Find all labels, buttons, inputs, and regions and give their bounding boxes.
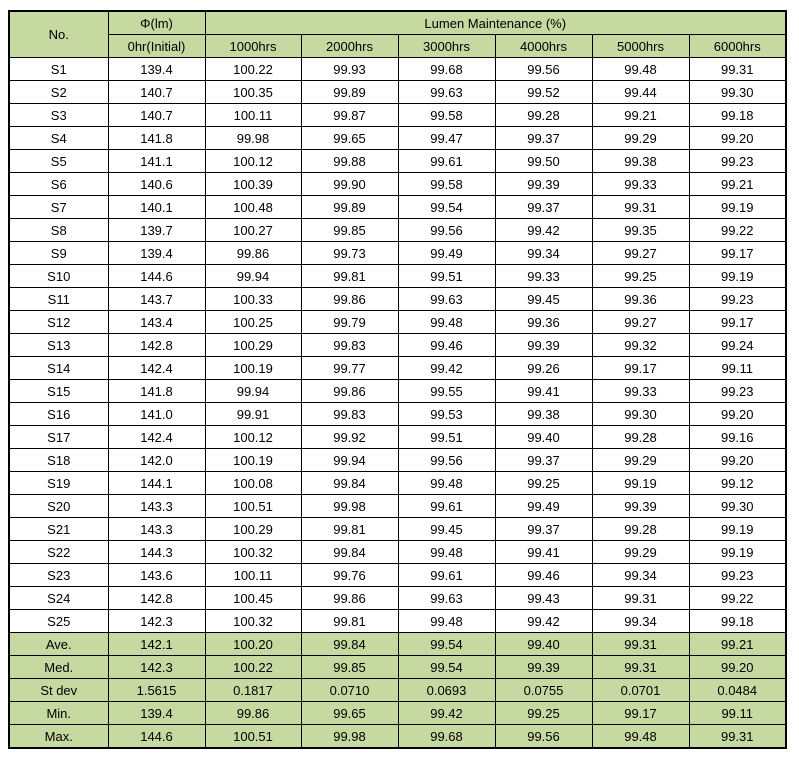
initial-flux-cell: 139.4 <box>108 702 205 725</box>
lm-3000hrs-cell: 99.63 <box>398 81 495 104</box>
lm-6000hrs-cell: 99.20 <box>689 403 786 426</box>
table-row <box>9 564 786 587</box>
initial-flux-cell: 141.8 <box>108 127 205 150</box>
sample-id-cell: S17 <box>9 426 108 449</box>
initial-flux-cell: 141.8 <box>108 380 205 403</box>
lm-2000hrs-cell: 99.90 <box>301 173 398 196</box>
stat-label-cell: St dev <box>9 679 108 702</box>
lm-2000hrs-cell: 99.87 <box>301 104 398 127</box>
lm-4000hrs-cell: 99.50 <box>495 150 592 173</box>
lm-5000hrs-cell: 99.44 <box>592 81 689 104</box>
lm-1000hrs-cell: 100.08 <box>205 472 301 495</box>
lm-2000hrs-cell: 99.98 <box>301 725 398 749</box>
lm-1000hrs-cell: 99.91 <box>205 403 301 426</box>
lm-4000hrs-cell: 99.33 <box>495 265 592 288</box>
lm-3000hrs-cell: 99.63 <box>398 587 495 610</box>
initial-flux-cell: 140.6 <box>108 173 205 196</box>
initial-flux-cell: 142.8 <box>108 334 205 357</box>
lm-1000hrs-cell: 100.12 <box>205 426 301 449</box>
table-row <box>9 127 786 150</box>
lm-6000hrs-cell: 99.22 <box>689 587 786 610</box>
lm-2000hrs-cell: 99.65 <box>301 702 398 725</box>
lm-4000hrs-cell: 99.28 <box>495 104 592 127</box>
lm-2000hrs-cell: 99.81 <box>301 610 398 633</box>
lm-6000hrs-cell: 99.20 <box>689 127 786 150</box>
sample-id-cell: S20 <box>9 495 108 518</box>
initial-flux-cell: 143.4 <box>108 311 205 334</box>
lm-3000hrs-cell: 99.53 <box>398 403 495 426</box>
lm-6000hrs-cell: 99.30 <box>689 81 786 104</box>
table-row <box>9 518 786 541</box>
lm-6000hrs-cell: 99.11 <box>689 357 786 380</box>
lm-5000hrs-cell: 99.39 <box>592 495 689 518</box>
lm-3000hrs-cell: 99.58 <box>398 104 495 127</box>
lm-6000hrs-cell: 0.0484 <box>689 679 786 702</box>
lm-5000hrs-cell: 99.29 <box>592 541 689 564</box>
lm-2000hrs-cell: 99.86 <box>301 380 398 403</box>
lm-2000hrs-cell: 99.83 <box>301 403 398 426</box>
lm-3000hrs-cell: 99.56 <box>398 219 495 242</box>
lm-6000hrs-cell: 99.21 <box>689 633 786 656</box>
lm-1000hrs-cell: 100.29 <box>205 518 301 541</box>
lm-1000hrs-cell: 0.1817 <box>205 679 301 702</box>
lm-6000hrs-cell: 99.31 <box>689 725 786 749</box>
sample-id-cell: S18 <box>9 449 108 472</box>
table-row <box>9 495 786 518</box>
stat-label-cell: Med. <box>9 656 108 679</box>
lm-4000hrs-cell: 99.43 <box>495 587 592 610</box>
lm-3000hrs-cell: 99.68 <box>398 725 495 749</box>
sample-id-cell: S8 <box>9 219 108 242</box>
lm-1000hrs-cell: 100.51 <box>205 495 301 518</box>
lm-5000hrs-cell: 99.29 <box>592 127 689 150</box>
lm-5000hrs-cell: 99.48 <box>592 58 689 81</box>
lm-3000hrs-cell: 99.54 <box>398 196 495 219</box>
lm-2000hrs-cell: 99.76 <box>301 564 398 587</box>
stat-row <box>9 725 786 749</box>
lm-4000hrs-cell: 99.40 <box>495 426 592 449</box>
lm-4000hrs-cell: 99.37 <box>495 196 592 219</box>
lm-3000hrs-cell: 99.54 <box>398 656 495 679</box>
initial-flux-cell: 139.4 <box>108 242 205 265</box>
lm-3000hrs-cell: 99.51 <box>398 426 495 449</box>
stat-label-cell: Ave. <box>9 633 108 656</box>
initial-flux-cell: 142.4 <box>108 357 205 380</box>
lm-5000hrs-cell: 99.29 <box>592 449 689 472</box>
sample-id-cell: S14 <box>9 357 108 380</box>
lm-6000hrs-cell: 99.23 <box>689 564 786 587</box>
lm-2000hrs-cell: 99.77 <box>301 357 398 380</box>
header-col-0hr: 0hr(Initial) <box>108 35 205 58</box>
table-row <box>9 104 786 127</box>
lm-6000hrs-cell: 99.23 <box>689 150 786 173</box>
lm-6000hrs-cell: 99.19 <box>689 541 786 564</box>
table-row <box>9 81 786 104</box>
lm-1000hrs-cell: 99.98 <box>205 127 301 150</box>
lm-6000hrs-cell: 99.17 <box>689 242 786 265</box>
lm-4000hrs-cell: 99.41 <box>495 541 592 564</box>
stat-label-cell: Max. <box>9 725 108 749</box>
lm-5000hrs-cell: 99.38 <box>592 150 689 173</box>
lm-1000hrs-cell: 100.11 <box>205 564 301 587</box>
lm-6000hrs-cell: 99.18 <box>689 104 786 127</box>
lm-2000hrs-cell: 99.92 <box>301 426 398 449</box>
lm-3000hrs-cell: 99.42 <box>398 702 495 725</box>
table-row <box>9 587 786 610</box>
lm-1000hrs-cell: 100.22 <box>205 656 301 679</box>
lm-2000hrs-cell: 99.65 <box>301 127 398 150</box>
lm-1000hrs-cell: 99.86 <box>205 242 301 265</box>
table-row <box>9 357 786 380</box>
lm-5000hrs-cell: 99.31 <box>592 656 689 679</box>
header-col-4000hrs: 4000hrs <box>495 35 592 58</box>
header-col-5000hrs: 5000hrs <box>592 35 689 58</box>
lm-6000hrs-cell: 99.19 <box>689 265 786 288</box>
lm-3000hrs-cell: 99.48 <box>398 311 495 334</box>
statistics-body <box>9 633 786 749</box>
stat-row <box>9 702 786 725</box>
lm-4000hrs-cell: 99.52 <box>495 81 592 104</box>
lm-3000hrs-cell: 99.49 <box>398 242 495 265</box>
sample-id-cell: S22 <box>9 541 108 564</box>
header-col-6000hrs: 6000hrs <box>689 35 786 58</box>
sample-id-cell: S6 <box>9 173 108 196</box>
lm-4000hrs-cell: 0.0755 <box>495 679 592 702</box>
lm-2000hrs-cell: 99.84 <box>301 472 398 495</box>
lm-4000hrs-cell: 99.39 <box>495 334 592 357</box>
lm-3000hrs-cell: 99.58 <box>398 173 495 196</box>
header-no: No. <box>9 11 108 58</box>
sample-id-cell: S5 <box>9 150 108 173</box>
stat-row <box>9 633 786 656</box>
lm-1000hrs-cell: 100.35 <box>205 81 301 104</box>
table-body <box>9 58 786 633</box>
header-col-3000hrs: 3000hrs <box>398 35 495 58</box>
sample-id-cell: S1 <box>9 58 108 81</box>
lm-3000hrs-cell: 99.48 <box>398 610 495 633</box>
lm-5000hrs-cell: 99.19 <box>592 472 689 495</box>
initial-flux-cell: 144.6 <box>108 725 205 749</box>
lm-6000hrs-cell: 99.23 <box>689 380 786 403</box>
lm-2000hrs-cell: 99.83 <box>301 334 398 357</box>
sample-id-cell: S19 <box>9 472 108 495</box>
table-row <box>9 449 786 472</box>
lm-5000hrs-cell: 99.31 <box>592 587 689 610</box>
lm-2000hrs-cell: 99.89 <box>301 81 398 104</box>
lm-2000hrs-cell: 99.86 <box>301 288 398 311</box>
lm-1000hrs-cell: 100.11 <box>205 104 301 127</box>
lm-4000hrs-cell: 99.42 <box>495 219 592 242</box>
lm-2000hrs-cell: 0.0710 <box>301 679 398 702</box>
lm-4000hrs-cell: 99.46 <box>495 564 592 587</box>
lm-5000hrs-cell: 99.27 <box>592 311 689 334</box>
lm-4000hrs-cell: 99.41 <box>495 380 592 403</box>
lm-2000hrs-cell: 99.86 <box>301 587 398 610</box>
initial-flux-cell: 142.0 <box>108 449 205 472</box>
lm-2000hrs-cell: 99.88 <box>301 150 398 173</box>
lm-5000hrs-cell: 99.36 <box>592 288 689 311</box>
lumen-maintenance-table <box>8 10 787 749</box>
stat-row <box>9 656 786 679</box>
lm-3000hrs-cell: 99.48 <box>398 541 495 564</box>
lm-5000hrs-cell: 99.28 <box>592 426 689 449</box>
lm-5000hrs-cell: 99.25 <box>592 265 689 288</box>
lm-4000hrs-cell: 99.37 <box>495 518 592 541</box>
lm-3000hrs-cell: 99.56 <box>398 449 495 472</box>
lm-5000hrs-cell: 99.32 <box>592 334 689 357</box>
lm-5000hrs-cell: 99.35 <box>592 219 689 242</box>
initial-flux-cell: 142.1 <box>108 633 205 656</box>
lm-1000hrs-cell: 100.29 <box>205 334 301 357</box>
lm-2000hrs-cell: 99.94 <box>301 449 398 472</box>
sample-id-cell: S25 <box>9 610 108 633</box>
lm-6000hrs-cell: 99.11 <box>689 702 786 725</box>
lm-2000hrs-cell: 99.98 <box>301 495 398 518</box>
lm-6000hrs-cell: 99.24 <box>689 334 786 357</box>
lm-5000hrs-cell: 99.48 <box>592 725 689 749</box>
table-row <box>9 380 786 403</box>
table-row <box>9 196 786 219</box>
lm-3000hrs-cell: 99.61 <box>398 564 495 587</box>
table-row <box>9 403 786 426</box>
lm-6000hrs-cell: 99.20 <box>689 656 786 679</box>
lm-5000hrs-cell: 99.34 <box>592 564 689 587</box>
sample-id-cell: S21 <box>9 518 108 541</box>
stat-label-cell: Min. <box>9 702 108 725</box>
lm-3000hrs-cell: 99.61 <box>398 495 495 518</box>
lm-3000hrs-cell: 99.48 <box>398 472 495 495</box>
lm-6000hrs-cell: 99.19 <box>689 518 786 541</box>
lm-1000hrs-cell: 100.39 <box>205 173 301 196</box>
initial-flux-cell: 142.3 <box>108 610 205 633</box>
sample-id-cell: S4 <box>9 127 108 150</box>
header-flux: Φ(lm) <box>108 11 205 35</box>
lm-2000hrs-cell: 99.84 <box>301 633 398 656</box>
initial-flux-cell: 143.3 <box>108 518 205 541</box>
lm-5000hrs-cell: 99.33 <box>592 173 689 196</box>
lm-1000hrs-cell: 100.12 <box>205 150 301 173</box>
initial-flux-cell: 142.4 <box>108 426 205 449</box>
lm-2000hrs-cell: 99.85 <box>301 656 398 679</box>
lm-5000hrs-cell: 99.31 <box>592 196 689 219</box>
lm-5000hrs-cell: 99.17 <box>592 702 689 725</box>
table-row <box>9 219 786 242</box>
sample-id-cell: S16 <box>9 403 108 426</box>
lumen-maintenance-table-container <box>8 10 787 749</box>
initial-flux-cell: 1.5615 <box>108 679 205 702</box>
lm-4000hrs-cell: 99.25 <box>495 472 592 495</box>
lm-3000hrs-cell: 99.47 <box>398 127 495 150</box>
lm-2000hrs-cell: 99.93 <box>301 58 398 81</box>
lm-6000hrs-cell: 99.20 <box>689 449 786 472</box>
stat-row <box>9 679 786 702</box>
initial-flux-cell: 141.1 <box>108 150 205 173</box>
table-row <box>9 334 786 357</box>
sample-id-cell: S15 <box>9 380 108 403</box>
sample-id-cell: S24 <box>9 587 108 610</box>
lm-4000hrs-cell: 99.37 <box>495 449 592 472</box>
lm-6000hrs-cell: 99.30 <box>689 495 786 518</box>
lm-3000hrs-cell: 99.63 <box>398 288 495 311</box>
lm-1000hrs-cell: 100.51 <box>205 725 301 749</box>
lm-6000hrs-cell: 99.18 <box>689 610 786 633</box>
lm-6000hrs-cell: 99.16 <box>689 426 786 449</box>
lm-3000hrs-cell: 99.46 <box>398 334 495 357</box>
initial-flux-cell: 143.3 <box>108 495 205 518</box>
lm-1000hrs-cell: 100.33 <box>205 288 301 311</box>
header-row-1 <box>9 11 786 35</box>
lm-1000hrs-cell: 99.86 <box>205 702 301 725</box>
table-row <box>9 242 786 265</box>
lm-4000hrs-cell: 99.40 <box>495 633 592 656</box>
lm-6000hrs-cell: 99.17 <box>689 311 786 334</box>
initial-flux-cell: 139.7 <box>108 219 205 242</box>
header-lumen-maintenance: Lumen Maintenance (%) <box>205 11 786 35</box>
table-row <box>9 311 786 334</box>
lm-6000hrs-cell: 99.23 <box>689 288 786 311</box>
lm-4000hrs-cell: 99.49 <box>495 495 592 518</box>
lm-2000hrs-cell: 99.79 <box>301 311 398 334</box>
lm-2000hrs-cell: 99.89 <box>301 196 398 219</box>
lm-5000hrs-cell: 99.31 <box>592 633 689 656</box>
lm-1000hrs-cell: 99.94 <box>205 380 301 403</box>
lm-1000hrs-cell: 100.25 <box>205 311 301 334</box>
initial-flux-cell: 140.7 <box>108 104 205 127</box>
initial-flux-cell: 144.1 <box>108 472 205 495</box>
lm-1000hrs-cell: 100.32 <box>205 541 301 564</box>
table-row <box>9 58 786 81</box>
lm-2000hrs-cell: 99.81 <box>301 265 398 288</box>
initial-flux-cell: 144.3 <box>108 541 205 564</box>
table-row <box>9 610 786 633</box>
lm-3000hrs-cell: 99.55 <box>398 380 495 403</box>
initial-flux-cell: 141.0 <box>108 403 205 426</box>
initial-flux-cell: 142.3 <box>108 656 205 679</box>
lm-2000hrs-cell: 99.85 <box>301 219 398 242</box>
lm-3000hrs-cell: 99.68 <box>398 58 495 81</box>
sample-id-cell: S10 <box>9 265 108 288</box>
lm-6000hrs-cell: 99.22 <box>689 219 786 242</box>
lm-5000hrs-cell: 99.30 <box>592 403 689 426</box>
lm-4000hrs-cell: 99.42 <box>495 610 592 633</box>
lm-4000hrs-cell: 99.45 <box>495 288 592 311</box>
lm-2000hrs-cell: 99.84 <box>301 541 398 564</box>
header-col-1000hrs: 1000hrs <box>205 35 301 58</box>
lm-3000hrs-cell: 99.61 <box>398 150 495 173</box>
table-row <box>9 265 786 288</box>
lm-3000hrs-cell: 0.0693 <box>398 679 495 702</box>
lm-6000hrs-cell: 99.31 <box>689 58 786 81</box>
table-row <box>9 426 786 449</box>
initial-flux-cell: 144.6 <box>108 265 205 288</box>
initial-flux-cell: 139.4 <box>108 58 205 81</box>
lm-4000hrs-cell: 99.36 <box>495 311 592 334</box>
lm-1000hrs-cell: 100.20 <box>205 633 301 656</box>
initial-flux-cell: 142.8 <box>108 587 205 610</box>
lm-5000hrs-cell: 99.21 <box>592 104 689 127</box>
lm-3000hrs-cell: 99.54 <box>398 633 495 656</box>
table-row <box>9 288 786 311</box>
lm-4000hrs-cell: 99.38 <box>495 403 592 426</box>
lm-5000hrs-cell: 99.34 <box>592 610 689 633</box>
lm-1000hrs-cell: 100.32 <box>205 610 301 633</box>
lm-1000hrs-cell: 100.27 <box>205 219 301 242</box>
lm-4000hrs-cell: 99.56 <box>495 725 592 749</box>
lm-6000hrs-cell: 99.19 <box>689 196 786 219</box>
lm-3000hrs-cell: 99.45 <box>398 518 495 541</box>
lm-3000hrs-cell: 99.51 <box>398 265 495 288</box>
initial-flux-cell: 140.7 <box>108 81 205 104</box>
lm-4000hrs-cell: 99.37 <box>495 127 592 150</box>
lm-6000hrs-cell: 99.12 <box>689 472 786 495</box>
lm-3000hrs-cell: 99.42 <box>398 357 495 380</box>
lm-6000hrs-cell: 99.21 <box>689 173 786 196</box>
sample-id-cell: S23 <box>9 564 108 587</box>
lm-5000hrs-cell: 99.33 <box>592 380 689 403</box>
lm-4000hrs-cell: 99.25 <box>495 702 592 725</box>
sample-id-cell: S2 <box>9 81 108 104</box>
table-row <box>9 541 786 564</box>
sample-id-cell: S3 <box>9 104 108 127</box>
lm-4000hrs-cell: 99.26 <box>495 357 592 380</box>
lm-4000hrs-cell: 99.34 <box>495 242 592 265</box>
lm-1000hrs-cell: 100.19 <box>205 449 301 472</box>
table-row <box>9 150 786 173</box>
lm-1000hrs-cell: 100.45 <box>205 587 301 610</box>
sample-id-cell: S7 <box>9 196 108 219</box>
table-row <box>9 173 786 196</box>
lm-4000hrs-cell: 99.39 <box>495 173 592 196</box>
initial-flux-cell: 140.1 <box>108 196 205 219</box>
sample-id-cell: S12 <box>9 311 108 334</box>
sample-id-cell: S13 <box>9 334 108 357</box>
table-row <box>9 472 786 495</box>
lm-5000hrs-cell: 99.17 <box>592 357 689 380</box>
header-row-2 <box>9 35 786 58</box>
initial-flux-cell: 143.7 <box>108 288 205 311</box>
sample-id-cell: S9 <box>9 242 108 265</box>
lm-1000hrs-cell: 100.22 <box>205 58 301 81</box>
lm-2000hrs-cell: 99.81 <box>301 518 398 541</box>
lm-5000hrs-cell: 99.27 <box>592 242 689 265</box>
lm-1000hrs-cell: 100.19 <box>205 357 301 380</box>
lm-2000hrs-cell: 99.73 <box>301 242 398 265</box>
lm-1000hrs-cell: 100.48 <box>205 196 301 219</box>
lm-4000hrs-cell: 99.39 <box>495 656 592 679</box>
lm-1000hrs-cell: 99.94 <box>205 265 301 288</box>
header-col-2000hrs: 2000hrs <box>301 35 398 58</box>
initial-flux-cell: 143.6 <box>108 564 205 587</box>
lm-5000hrs-cell: 99.28 <box>592 518 689 541</box>
lm-5000hrs-cell: 0.0701 <box>592 679 689 702</box>
lm-4000hrs-cell: 99.56 <box>495 58 592 81</box>
sample-id-cell: S11 <box>9 288 108 311</box>
